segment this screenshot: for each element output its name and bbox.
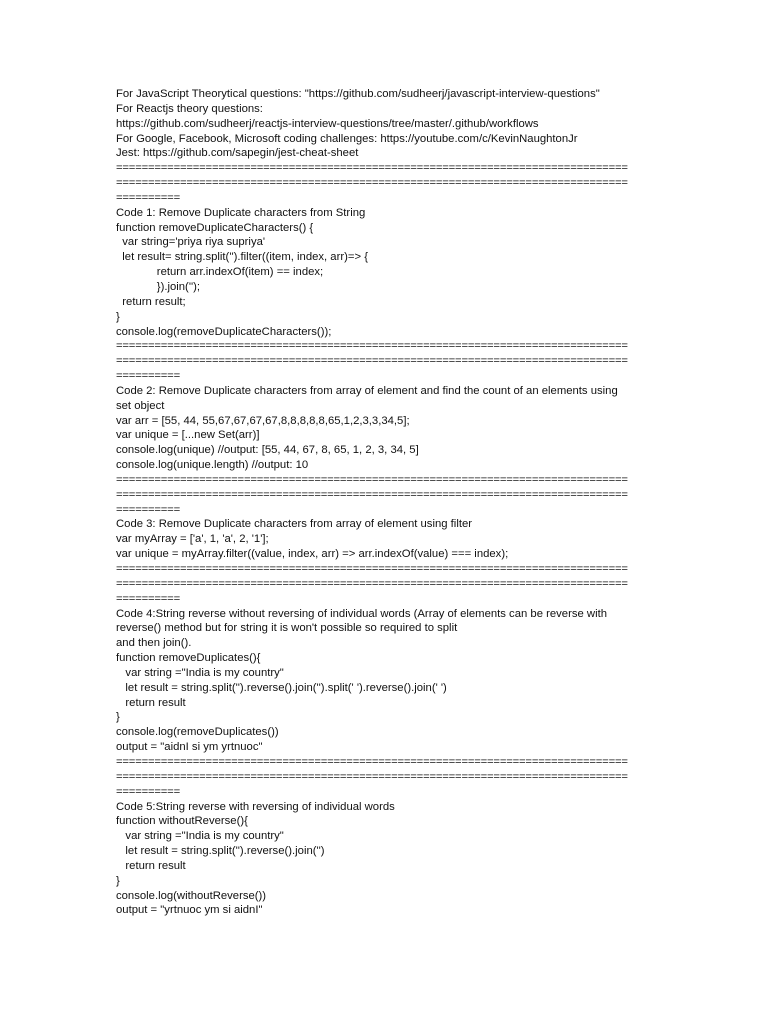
text-line: console.log(removeDuplicateCharacters()); (116, 325, 332, 338)
text-line: } (116, 711, 120, 724)
separator-line: ================================================================================ (116, 177, 628, 190)
separator-line: ========== (116, 191, 180, 204)
text-line: var unique = myArray.filter((value, index, arr) => arr.indexOf(value) === index); (116, 548, 509, 561)
text-line: }).join(''); (116, 280, 201, 293)
separator-line: ================================================================================ (116, 488, 628, 501)
text-line: var myArray = ['a', 1, 'a', 2, '1']; (116, 533, 269, 546)
text-line: output = "yrtnuoc ym si aidnI" (116, 904, 263, 917)
separator-line: ================================================================================ (116, 577, 628, 590)
text-line: console.log(unique.length) //output: 10 (116, 459, 309, 472)
text-line: For Reactjs theory questions: (116, 102, 263, 115)
text-line: https://github.com/sudheerj/reactjs-interview-questions/tree/master/.github/workflows (116, 117, 539, 130)
separator-line: ================================================================================ (116, 755, 628, 768)
text-line: return result (116, 859, 186, 872)
text-line: console.log(unique) //output: [55, 44, 67, 8, 65, 1, 2, 3, 34, 5] (116, 444, 419, 457)
text-line: set object (116, 399, 165, 412)
text-line: var unique = [...new Set(arr)] (116, 429, 260, 442)
text-line: For JavaScript Theorytical questions: "https://github.com/sudheerj/javascript-interview-questions" (116, 88, 600, 100)
text-line: var arr = [55, 44, 55,67,67,67,67,8,8,8,8,8,65,1,2,3,3,34,5]; (116, 414, 410, 427)
text-line: var string ="India is my country" (116, 666, 284, 679)
separator-line: ================================================================================ (116, 162, 628, 175)
separator-line: ========== (116, 785, 180, 798)
text-line: Code 2: Remove Duplicate characters from array of element and find the count of an elements using (116, 384, 618, 397)
separator-line: ========== (116, 503, 180, 516)
separator-line: ================================================================================ (116, 563, 628, 575)
separator-line: ========== (116, 370, 180, 383)
text-line: } (116, 310, 120, 323)
text-line: reverse() method but for string it is won't possible so required to split (116, 622, 458, 635)
text-line: output = "aidnI si ym yrtnuoc" (116, 741, 263, 754)
text-line: Code 4:String reverse without reversing of individual words (Array of elements can be reverse with (116, 607, 608, 620)
separator-line: ================================================================================ (116, 473, 628, 486)
document-page (116, 87, 656, 918)
text-line: return result; (116, 295, 186, 308)
text-line: console.log(removeDuplicates()) (116, 726, 279, 739)
text-line: var string ="India is my country" (116, 830, 284, 843)
text-line: let result = string.split('').reverse().join('') (116, 845, 325, 858)
text-line: var string='priya riya supriya' (116, 236, 266, 249)
text-line: For Google, Facebook, Microsoft coding challenges: https://youtube.com/c/KevinNaughtonJr (116, 132, 578, 145)
text-line: and then join(). (116, 637, 192, 650)
separator-line: ========== (116, 592, 180, 605)
text-line: console.log(withoutReverse()) (116, 889, 267, 902)
text-line: function removeDuplicateCharacters() { (116, 221, 314, 234)
text-line: return arr.indexOf(item) == index; (116, 266, 324, 279)
text-line: Code 1: Remove Duplicate characters from String (116, 206, 366, 219)
text-line: let result= string.split('').filter((item, index, arr)=> { (116, 251, 368, 264)
text-line: Code 3: Remove Duplicate characters from array of element using filter (116, 518, 473, 531)
text-line: let result = string.split('').reverse().join('').split(' ').reverse().join(' ') (116, 681, 447, 694)
text-line: return result (116, 696, 186, 709)
separator-line: ================================================================================ (116, 340, 628, 353)
text-line: function removeDuplicates(){ (116, 652, 261, 665)
text-line: Jest: https://github.com/sapegin/jest-cheat-sheet (116, 147, 359, 160)
text-line: function withoutReverse(){ (116, 815, 248, 828)
separator-line: ================================================================================ (116, 770, 628, 783)
text-line: Code 5:String reverse with reversing of individual words (116, 800, 395, 813)
separator-line: ================================================================================ (116, 355, 628, 368)
text-line: } (116, 874, 120, 887)
